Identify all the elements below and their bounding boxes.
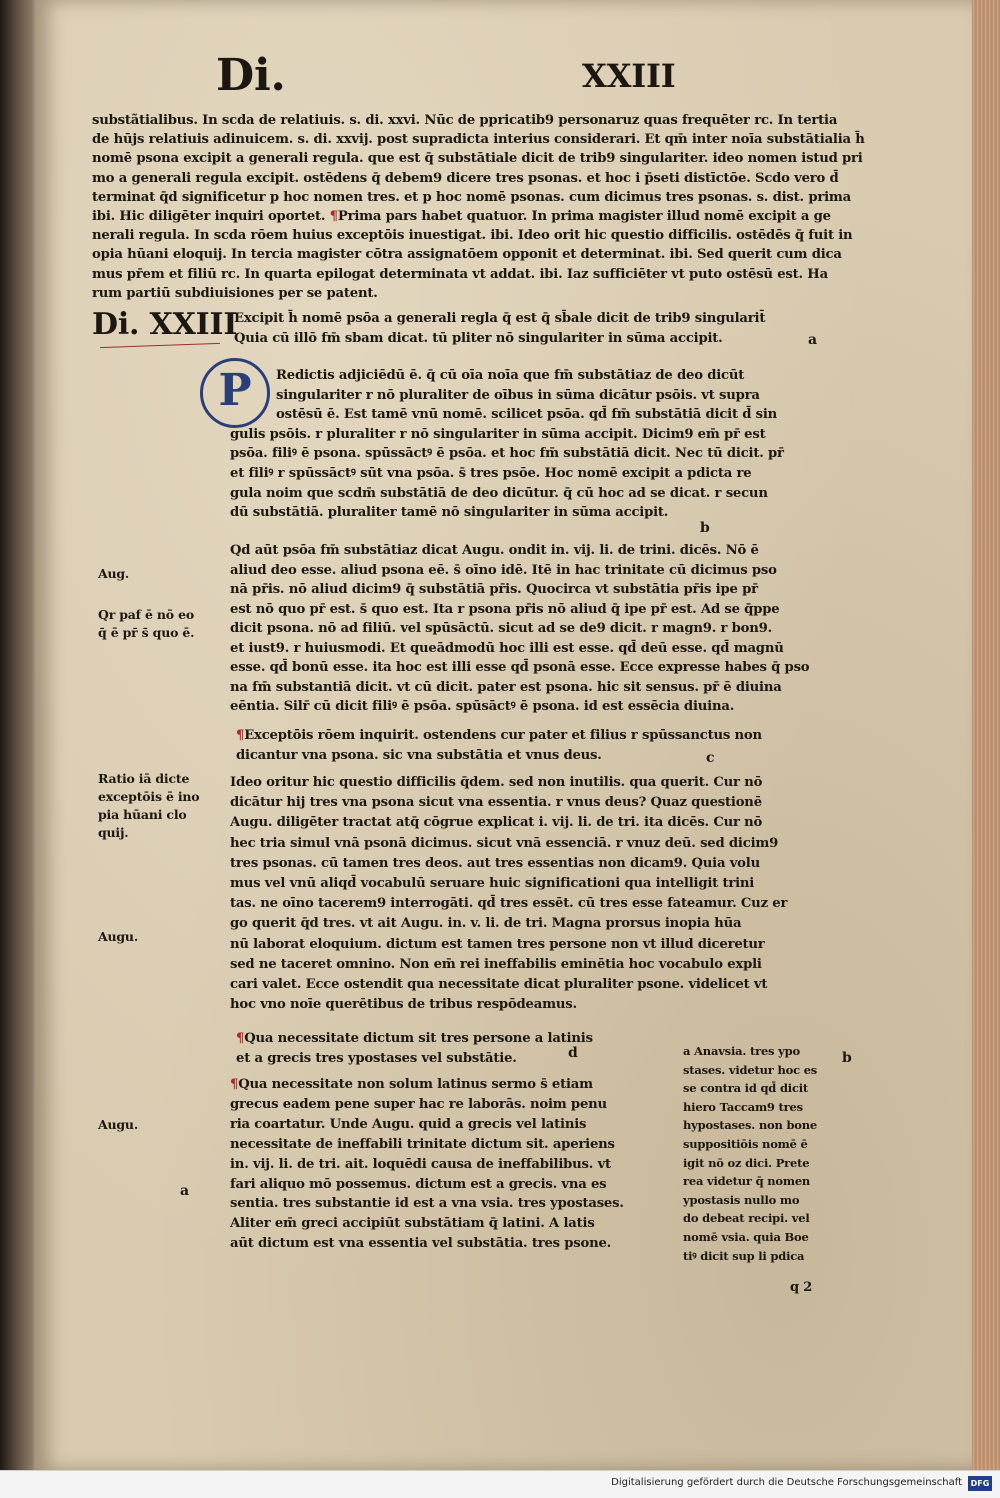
right-note-line: igit nō oz dici. Prete — [683, 1155, 810, 1170]
subheading-line: Excipit h̄ nomē psōa a generali regla q̄ est q̄ sb̄ale dicit de trib9 singularit̄ — [234, 311, 766, 326]
intro-line: opia hūani eloquij. In tercia magister cōtra assignatōem opponit et determinat. ibi. Sed querit cum dica — [92, 247, 842, 263]
book-spine — [0, 0, 40, 1470]
right-note-line: tiꝰ dicit sup li pdica — [683, 1248, 805, 1263]
margin-note-2-line: exceptōis ē ino — [98, 789, 200, 804]
paragraph-3-line: sed ne taceret omnino. Non em̄ rei ineffabilis eminētia hoc vocabulo expli — [230, 956, 762, 972]
margin-note-1-line: Qr paf ē nō eo — [98, 607, 194, 622]
marker-d: d — [568, 1045, 578, 1061]
paragraph-3-line: Augu. diligēter tractat atq̄ cōgrue explicat i. vij. li. de tri. ita dicēs. Cur nō — [230, 815, 763, 831]
paragraph-2-line: est nō quo pr̄ est. s̄ quo est. Ita r psona pr̄is nō aliud q̄ ipe pr̄ est. Ad se q̄ppe — [230, 601, 780, 617]
paragraph-2-line: dicit psona. nō ad filiū. vel spūsāctū. sicut ad se de9 dicit. r magn9. r bon9. — [230, 621, 772, 636]
footer-credit: Digitalisierung gefördert durch die Deutsche Forschungsgemeinschaft — [611, 1477, 962, 1488]
paragraph-4-line: grecus eadem pene super hac re laborās. noim penu — [230, 1096, 607, 1112]
paragraph-1-line: et filiꝰ r spūssāctꝰ sūt vna psōa. s̄ tres psōe. Hoc nomē excipit a pdicta re — [230, 466, 752, 481]
right-note-line: se contra id qd̄ dicit — [683, 1081, 809, 1096]
paragraph-1-line: singulariter r nō pluraliter de oībus in sūma dicātur psōis. vt supra — [276, 387, 760, 403]
right-note-line: do debeat recipi. vel — [683, 1211, 810, 1226]
margin-note-2-line: quij. — [98, 825, 129, 840]
paragraph-4-line: aūt dictum est vna essentia vel substātia. tres psone. — [230, 1236, 612, 1252]
intro-line: substãtialibus. In scda de relatiuis. s. di. xxvi. Nūc de ppricatib9 personaruz quas frequēter rc. In tertia — [92, 113, 838, 128]
paragraph-1-line: psōa. filiꝰ ē psona. spūssāctꝰ ē psōa. et hoc fm̄ substātiā dicit. Nec tū dicit. pr̄ — [230, 446, 784, 462]
paragraph-4-title-line: et a grecis tres ypostases vel substātie. — [236, 1050, 517, 1066]
paragraph-3-line: hec tria simul vnā psonā dicimus. sicut vnā essenciā. r vnuz deū. sed dicim9 — [230, 835, 779, 851]
paragraph-4-line: ria coartatur. Unde Augu. quid a grecis vel latinis — [230, 1116, 587, 1132]
paragraph-2-line: na fm̄ substantiā dicit. vt cū dicit. pater est psona. hic sit sensus. pr̄ ē diuina — [230, 679, 782, 695]
dfg-logo: DFG — [968, 1476, 992, 1491]
paragraph-4-line: sentia. tres substantie id est a vna vsia. tres ypostases. — [230, 1196, 624, 1212]
paragraph-1-line: ostēsū ē. Est tamē vnū nomē. scilicet psōa. qd̄ fm̄ substātiā dicit d̄ sin — [276, 407, 778, 423]
paragraph-4-line: necessitate de ineffabili trinitate dictum sit. aperiens — [230, 1136, 615, 1152]
margin-note-1-line: q̄ ē pr̄ s̄ quo ē. — [98, 625, 195, 640]
paragraph-2-line: eēntia. Silr̄ cū dicit filiꝰ ē psōa. spūsāctꝰ ē psona. id est essēcia diuina. — [230, 699, 735, 714]
right-note-line: rea videtur q̄ nomen — [683, 1174, 811, 1189]
paragraph-3-line: nū laborat eloquium. dictum est tamen tres persone non vt illud diceretur — [230, 936, 765, 952]
paragraph-2-line: Qd aūt psōa fm̄ substātiaz dicat Augu. ondit in. vij. li. de trini. dicēs. Nō ē — [230, 543, 759, 558]
intro-line: mo a generali regula excipit. ostēdens q̄ debem9 dicere tres psonas. et hoc i p̄seti distīctōe. Scdo vero d̄ — [92, 170, 839, 186]
subheading-line: Quia cū illō fm̄ sbam dicat. tū pliter nō singulariter in sūma accipit. — [234, 331, 723, 346]
paragraph-4-line: ¶Qua necessitate non solum latinus sermo s̄ etiam — [230, 1077, 593, 1092]
paragraph-2-line: nā pr̄is. nō aliud dicim9 q̄ substātiā pr̄is. Quocirca vt substātia pr̄is ipe pr̄ — [230, 582, 758, 597]
margin-note-2-line: pia hūani clo — [98, 807, 187, 822]
intro-line: mus pr̄em et filiū rc. In quarta epilogat determinata vt addat. ibi. Iaz sufficiēter vt puto ostēsū est. Ha — [92, 266, 828, 282]
intro-line: ibi. Hic diligēter inquiri oportet. ¶Prima pars habet quatuor. In prima magister illud nomē excipit a ge — [92, 209, 831, 224]
paragraph-4-line: fari aliquo mō possemus. dictum est a grecis. vna es — [230, 1176, 607, 1192]
paragraph-3-line: tres psonas. cū tamen tres deos. aut tres essentias non dicam9. Quia volu — [230, 855, 760, 871]
intro-line: terminat q̄d significetur p hoc nomen tres. et p hoc nomē psonas. cum dicimus tres psonas. s. dist. prima — [92, 189, 851, 205]
paragraph-2-line: esse. qd̄ bonū esse. ita hoc est illi esse qd̄ psonā esse. Ecce expresse habes q̄ pso — [230, 660, 810, 675]
paragraph-1-line: gulis psōis. r pluraliter r nō singulariter in sūma accipit. Dicim9 em̄ pr̄ est — [230, 426, 766, 442]
right-note-line: hiero Taccam9 tres — [683, 1099, 803, 1114]
intro-line: rum partiū subdiuisiones per se patent. — [92, 285, 378, 301]
paragraph-3-line: hoc vno noīe querētibus de tribus respōdeamus. — [230, 997, 577, 1013]
paragraph-4-line: in. vij. li. de tri. ait. loquēdi causa de ineffabilibus. vt — [230, 1156, 611, 1172]
running-head-right: XXIII — [582, 57, 676, 95]
signature-mark: q 2 — [790, 1280, 813, 1295]
decorated-initial: P — [200, 358, 270, 428]
paragraph-3-line: go querit q̄d tres. vt ait Augu. in. v. li. de tri. Magna prorsus inopia hūa — [230, 916, 742, 932]
paragraph-3-line: mus vel vnū aliqd̄ vocabulū seruare huic significationi qua intelligit trini — [230, 876, 755, 891]
margin-note-aug-3: Augu. — [98, 1117, 138, 1132]
paragraph-4-title-line: ¶Qua necessitate dictum sit tres persone a latinis — [236, 1031, 593, 1046]
intro-line: nerali regula. In scda rōem huius exceptōis inuestigat. ibi. Ideo orit hic questio difficilis. ostēdēs q̄ fuit in — [92, 228, 853, 244]
intro-line: de hūjs relatiuis adinuicem. s. di. xxvij. post supradicta interius considerari. Et qm̄ inter noīa substātialia h̄ — [92, 132, 865, 148]
paragraph-3-line: tas. ne oīno tacerem9 interrogāti. qd̄ tres essēt. cū tres esse fateamur. Cuz er — [230, 896, 788, 912]
right-note-line: hypostases. non bone — [683, 1118, 818, 1133]
right-note-line: stases. videtur hoc es — [683, 1062, 818, 1077]
paragraph-3-line: Ideo oritur hic questio difficilis q̄dem. sed non inutilis. qua querit. Cur nō — [230, 775, 763, 790]
paragraph-2-line: et iust9. r huiusmodi. Et queādmodū hoc illi est esse. qd̄ deū esse. qd̄ magnū — [230, 640, 784, 656]
paragraph-3-title-line: dicantur vna psona. sic vna substātia et vnus deus. — [236, 747, 602, 763]
paragraph-1-line: Redictis adjiciēdū ē. q̄ cū oīa noīa que fm̄ substātiaz de deo dicūt — [276, 368, 745, 383]
intro-line: nomē psona excipit a generali regula. que est q̄ substātiale dicit de trib9 singulariter. ideo nomen istud pri — [92, 151, 863, 167]
marker-c: c — [706, 750, 715, 766]
paragraph-3-title-line: ¶Exceptōis rōem inquirit. ostendens cur pater et filius r spūssanctus non — [236, 728, 762, 743]
margin-marker-a: a — [180, 1183, 189, 1199]
right-note-line: ypostasis nullo mo — [683, 1192, 800, 1207]
marker-a: a — [808, 332, 817, 348]
section-heading: Di. XXIII — [92, 307, 238, 342]
paragraph-2-line: aliud deo esse. aliud psona eē. s̄ oīno idē. Itē in hac trinitate cū dicimus pso — [230, 562, 777, 578]
footer-bar — [0, 1470, 1000, 1498]
paragraph-1-line: dū substātiā. pluraliter tamē nō singulariter in sūma accipit. — [230, 505, 669, 521]
paragraph-4-line: Aliter em̄ greci accipiūt substātiam q̄ latini. A latis — [230, 1216, 595, 1232]
marker-b: b — [700, 520, 710, 536]
paragraph-3-line: cari valet. Ecce ostendit qua necessitate dicat pluraliter psone. videlicet vt — [230, 977, 768, 992]
margin-note-2-line: Ratio iā dicte — [98, 771, 190, 786]
right-note-line: nomē vsia. quia Boe — [683, 1230, 809, 1244]
right-note-line: suppositiōis nomē ē — [683, 1137, 808, 1151]
right-note-line: a Anavsia. tres ypo — [683, 1044, 800, 1058]
margin-note-aug-2: Augu. — [98, 929, 138, 944]
margin-note-aug-1: Aug. — [98, 566, 130, 581]
running-head-left: Di. — [216, 50, 286, 101]
paragraph-1-line: gula noim que scdm̄ substātiā de deo dicūtur. q̄ cū hoc ad se dicat. r secun — [230, 485, 768, 501]
right-marker: b — [842, 1050, 852, 1066]
paragraph-3-line: dicātur hij tres vna psona sicut vna essentia. r vnus deus? Quaz questionē — [230, 795, 762, 811]
